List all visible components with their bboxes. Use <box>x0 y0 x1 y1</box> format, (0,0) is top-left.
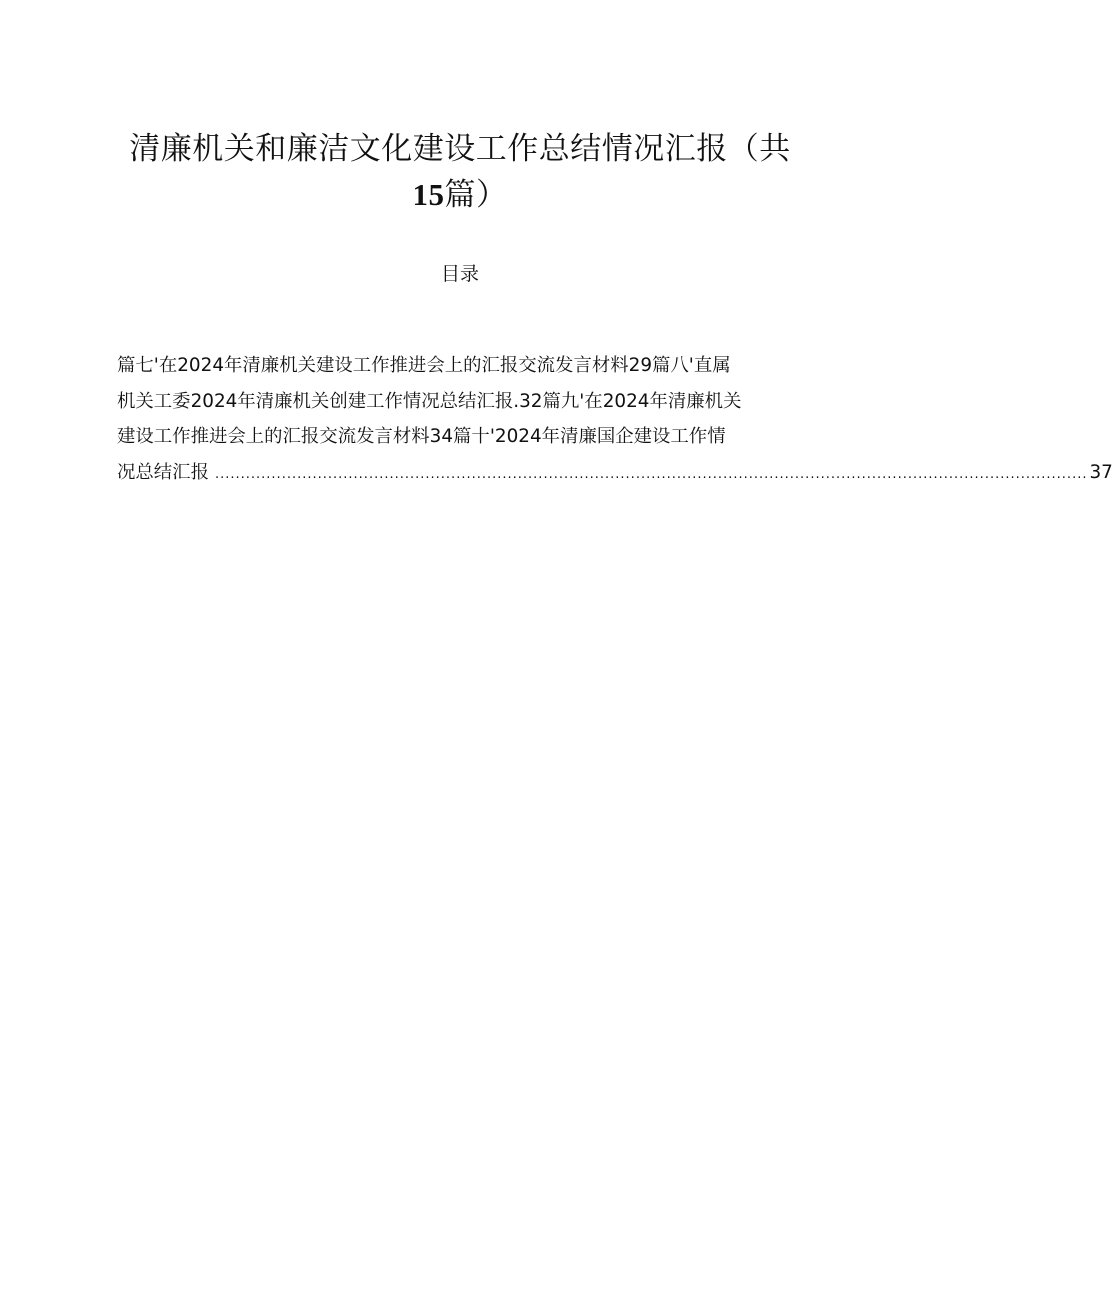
toc-line[interactable]: 建设工作推进会上的汇报交流发言材料34篇十'2024年清廉国企建设工作情 <box>117 426 726 447</box>
table-of-contents <box>117 348 1113 492</box>
toc-entry-text: 况总结汇报 <box>117 461 209 483</box>
toc-page-number: 37 <box>1089 461 1113 483</box>
title-line-1: 清廉机关和廉洁文化建设工作总结情况汇报（共 <box>129 131 791 167</box>
toc-line[interactable]: 机关工委2024年清廉机关创建工作情况总结汇报.32篇九'在2024年清廉机关 <box>117 390 742 412</box>
toc-dot-leader: .......................................................................................................................................................................... <box>214 466 1088 482</box>
title-count-number: 15 <box>412 177 445 212</box>
toc-entry-last[interactable] <box>117 455 1113 493</box>
document-title <box>110 126 810 218</box>
toc-heading: 目录 <box>440 263 479 285</box>
title-count-suffix: 篇） <box>444 177 508 213</box>
title-line-2 <box>110 172 810 218</box>
toc-line[interactable]: 篇七'在2024年清廉机关建设工作推进会上的汇报交流发言材料29篇八'直属 <box>117 355 731 376</box>
